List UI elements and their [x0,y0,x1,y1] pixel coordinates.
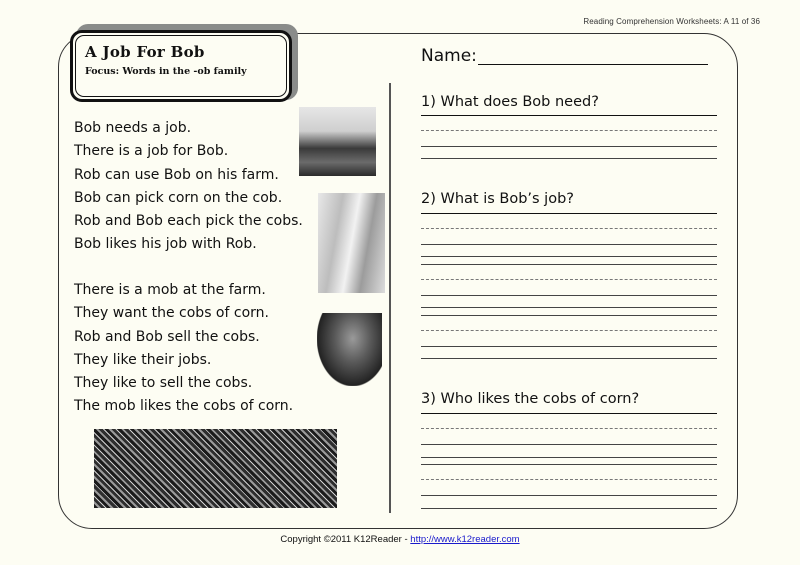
answer-guide-solid[interactable] [421,464,717,465]
name-write-line[interactable] [478,64,708,65]
story-line: The mob likes the cobs of corn. [74,398,294,415]
hat-man-photo [317,313,382,386]
story-line: Rob can use Bob on his farm. [74,166,279,183]
answer-guide-solid[interactable] [421,146,717,147]
question-2-underline [421,213,717,214]
worksheet-header-note: Reading Comprehension Worksheets: A 11 of 36 [583,17,760,26]
name-label: Name: [421,46,477,66]
story-line: They like their jobs. [74,351,212,368]
title-box [70,30,292,102]
answer-guide-dotted[interactable] [421,479,717,480]
footer [0,534,800,545]
crowd-photo [94,429,337,508]
farmer-photo [299,107,376,176]
story-paragraph-1 [74,117,303,257]
worksheet-title: A Job For Bob [85,43,205,61]
answer-guide-dotted[interactable] [421,228,717,229]
story-line: There is a job for Bob. [74,143,229,160]
worksheet-focus: Focus: Words in the -ob family [85,66,247,77]
question-3: 3) Who likes the cobs of corn? [421,391,640,407]
story-line: Rob and Bob sell the cobs. [74,328,260,345]
answer-guide-dotted[interactable] [421,330,717,331]
answer-guide-solid[interactable] [421,508,717,509]
column-divider [389,83,391,513]
answer-guide-solid[interactable] [421,346,717,347]
answer-guide-solid[interactable] [421,264,717,265]
answer-guide-solid[interactable] [421,444,717,445]
question-1: 1) What does Bob need? [421,94,599,110]
answer-guide-solid[interactable] [421,256,717,257]
story-line: Bob needs a job. [74,120,192,136]
story-line: Bob can pick corn on the cob. [74,189,283,206]
story-line: They like to sell the cobs. [74,375,253,392]
story-line: Bob likes his job with Rob. [74,236,257,253]
story-line: They want the cobs of corn. [74,305,269,322]
answer-guide-solid[interactable] [421,358,717,359]
answer-guide-dotted[interactable] [421,428,717,429]
answer-guide-dotted[interactable] [421,279,717,280]
answer-guide-solid[interactable] [421,307,717,308]
question-3-underline [421,413,717,414]
answer-guide-solid[interactable] [421,158,717,159]
k12reader-link[interactable]: http://www.k12reader.com [410,534,520,545]
story-line: There is a mob at the farm. [74,282,266,298]
answer-guide-solid[interactable] [421,244,717,245]
story-line: Rob and Bob each pick the cobs. [74,213,303,230]
copyright-text: Copyright ©2011 K12Reader - [280,534,411,545]
question-2: 2) What is Bob’s job? [421,191,574,207]
answer-guide-solid[interactable] [421,295,717,296]
story-paragraph-2 [74,279,293,419]
answer-guide-solid[interactable] [421,315,717,316]
corn-photo [318,193,385,293]
answer-guide-solid[interactable] [421,457,717,458]
answer-guide-solid[interactable] [421,495,717,496]
answer-guide-dotted[interactable] [421,130,717,131]
question-1-underline [421,115,717,116]
